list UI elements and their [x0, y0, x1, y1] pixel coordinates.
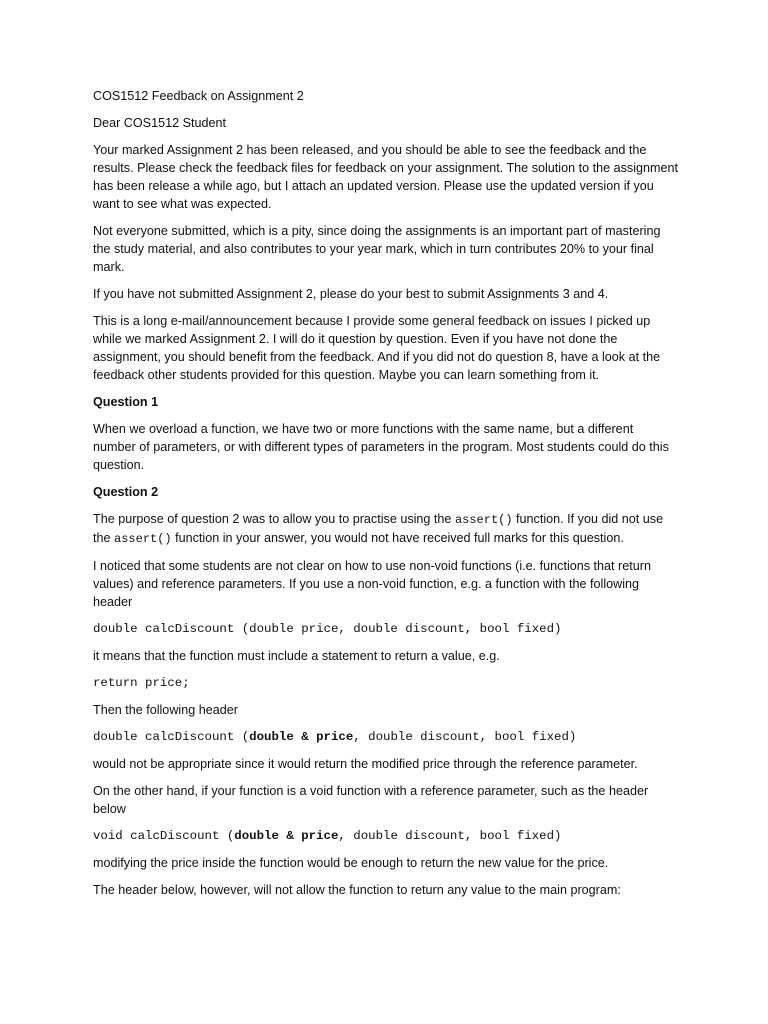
inline-code-assert: assert() — [454, 513, 513, 527]
code-header-1: double calcDiscount (double price, double discount, bool fixed) — [93, 622, 562, 636]
document-title: COS1512 Feedback on Assignment 2 — [93, 89, 304, 103]
question-2-return-paragraph: it means that the function must include a statement to return a value, e.g. — [93, 649, 500, 663]
paragraph-submission: Not everyone submitted, which is a pity, since doing the assignments is an important part of mastering the study material, and also contributes to your year mark, which in turn contributes 20% to your final mark. — [93, 224, 661, 274]
paragraph-long-email: This is a long e-mail/announcement because I provide some general feedback on issues I picked up while we marked Assignment 2. I will do it question by question. Even if you have not done the assignment, you should benefit from the feedback. And if you did not do question 8, have a look at the feedback other students provided for this question. Maybe you can learn something from it. — [93, 314, 661, 382]
question-2-heading: Question 2 — [93, 485, 159, 499]
question-1-paragraph: When we overload a function, we have two or more functions with the same name, but a different number of parameters, or with different types of parameters in the program. Most students could do this question. — [93, 422, 669, 472]
code-return-statement: return price; — [93, 676, 190, 690]
question-2-not-appropriate-paragraph: would not be appropriate since it would return the modified price through the reference parameter. — [93, 757, 638, 771]
greeting: Dear COS1512 Student — [93, 116, 227, 130]
question-2-nonvoid-paragraph: I noticed that some students are not clear on how to use non-void functions (i.e. functions that return values) and reference parameters. If you use a non-void function, e.g. a function with the following header — [93, 559, 651, 609]
code-header-2: double calcDiscount (double & price, double discount, bool fixed) — [93, 730, 577, 744]
question-1-heading: Question 1 — [93, 395, 159, 409]
question-2-modifying-paragraph: modifying the price inside the function would be enough to return the new value for the price. — [93, 856, 609, 870]
question-2-header-below-paragraph: The header below, however, will not allow the function to return any value to the main program: — [93, 883, 621, 897]
code-header-3: void calcDiscount (double & price, double discount, bool fixed) — [93, 829, 562, 843]
question-2-other-hand-paragraph: On the other hand, if your function is a void function with a reference parameter, such as the header below — [93, 784, 649, 816]
inline-code-assert: assert() — [114, 532, 172, 546]
question-2-purpose-paragraph: The purpose of question 2 was to allow you to practise using the assert() function. If you did not use the assert() function in your answer, you would not have received full marks for this question. — [93, 512, 664, 546]
paragraph-submit-next: If you have not submitted Assignment 2, please do your best to submit Assignments 3 and 4. — [93, 287, 609, 301]
question-2-then-paragraph: Then the following header — [93, 703, 238, 717]
paragraph-released: Your marked Assignment 2 has been released, and you should be able to see the feedback and the results. Please check the feedback files for feedback on your assignment. The solution to the assignment has been release a while ago, but I attach an updated version. Please use the updated version if you want to see what was expected. — [93, 143, 679, 211]
